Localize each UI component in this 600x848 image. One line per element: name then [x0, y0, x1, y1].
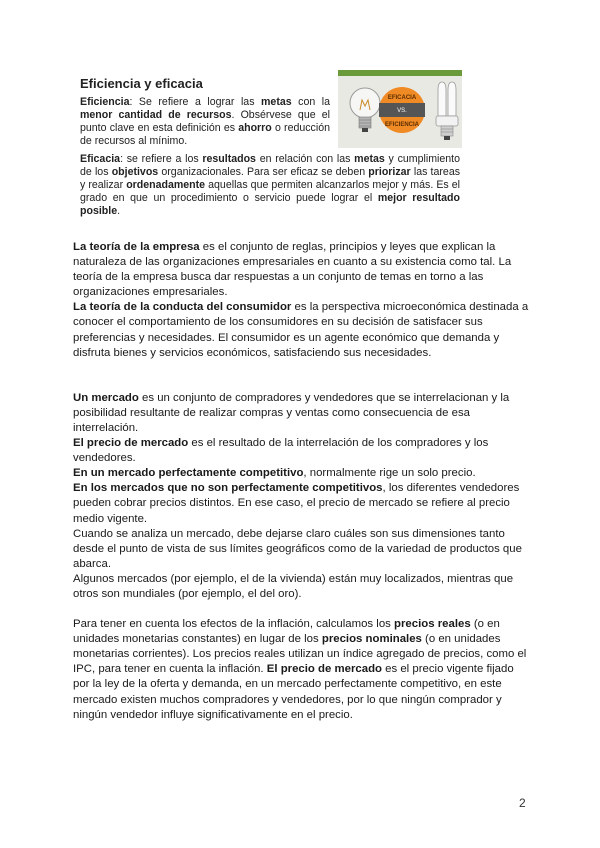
spacer [73, 361, 533, 376]
image-label-eficacia: EFICACIA [387, 95, 417, 101]
eficiencia-term: Eficiencia [80, 96, 130, 108]
paragraph-conducta-consumidor: La teoría de la conducta del consumidor es la perspectiva microeconómica destinada a conocer el comportamiento de los consumidores en su decisión de satisfacer sus preferencias y necesidades. El consumidor es un agente económico que demanda y disfruta bienes y servicios económicos, satisfaciendo sus necesidades. [73, 301, 529, 359]
document-body [73, 240, 533, 723]
page-number: 2 [519, 796, 526, 810]
image-label-vs: VS. [397, 108, 407, 114]
paragraph-inflacion: Para tener en cuenta los efectos de la inflación, calculamos los precios reales (o en unidades monetarias constantes) en lugar de los precios nominales (o en unidades monetarias corrientes). Los precios reales utilizan un índice agregado de precios, como el IPC, para tener en cuenta la inflación. El precio de mercado es el precio vigente fijado por la ley de la oferta y demanda, en un mercado perfectamente competitivo, en este mercado existen muchos compradores y vendedores, por lo que ningún comprador y ningún vendedor influye significativamente en el precio. [73, 618, 527, 721]
efficiency-efficacy-figure [72, 70, 467, 226]
eficiencia-definition: Eficiencia: Se refiere a lograr las metas con la menor cantidad de recursos. Obsérvese que el punto clave en esta definición es ahorro o reducción de recursos al mínimo. [80, 96, 330, 147]
spacer [73, 602, 533, 617]
image-label-eficiencia: EFICIENCIA [384, 122, 420, 128]
spacer [73, 376, 533, 391]
figure-title: Eficiencia y eficacia [80, 76, 203, 91]
paragraph-dimensiones-mercado: Cuando se analiza un mercado, debe dejarse claro cuáles son sus dimensiones tanto desde el punto de vista de sus límites geográficos como de la variedad de productos que abarca. [73, 527, 522, 570]
paragraph-precio-mercado: El precio de mercado es el resultado de la interrelación de los compradores y los vendedores. [73, 437, 489, 465]
paragraph-mercados-localizados: Algunos mercados (por ejemplo, el de la vivienda) están muy localizados, mientras que otros son mundiales (por ejemplo, el del oro). [73, 572, 514, 600]
paragraph-mercado: Un mercado es un conjunto de compradores y vendedores que se interrelacionan y la posibilidad resultante de realizar compras y ventas como consecuencia de esa interrelación. [73, 391, 510, 434]
paragraph-mercado-no-competitivo: En los mercados que no son perfectamente competitivos, los diferentes vendedores pueden cobrar precios distintos. En ese caso, el precio de mercado se refiere al precio medio vigente. [73, 482, 520, 525]
paragraph-mercado-competitivo: En un mercado perfectamente competitivo, normalmente rige un solo precio. [73, 467, 476, 480]
eficacia-definition: Eficacia: se refiere a los resultados en relación con las metas y cumplimiento de los objetivos organizacionales. Para ser eficaz se deben priorizar las tareas y realizar ordenadamente aquellas que permiten alcanzarlos mejor y más. Es el grado en que un procedimiento o servicio puede lograr el mejor resultado posible. [80, 153, 461, 217]
eficacia-term: Eficacia [80, 153, 121, 165]
paragraph-teoria-empresa: La teoría de la empresa es el conjunto de reglas, principios y leyes que explican la naturaleza de las organizaciones empresariales en cuanto a su existencia como tal. La teoría de la empresa busca dar respuestas a un conjunto de temas en torno a las organizaciones empresariales. [73, 241, 512, 299]
lightbulbs-image [338, 70, 462, 148]
versus-badge [379, 87, 425, 133]
